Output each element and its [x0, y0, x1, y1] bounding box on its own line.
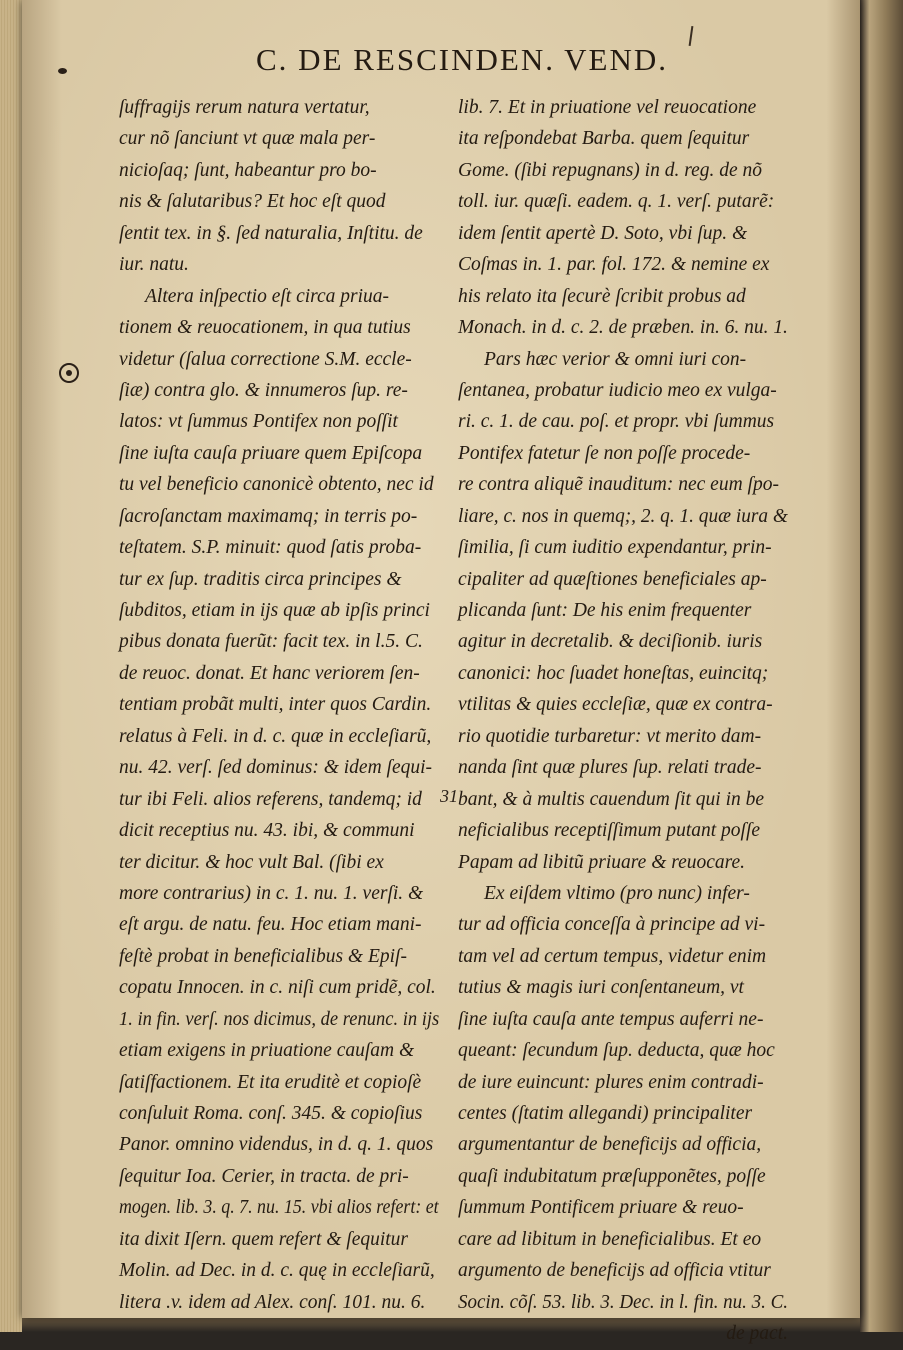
- text-line: idem ſentit apertè D. Soto, vbi ſup. &: [458, 222, 748, 244]
- text-line: latos: vt ſummus Pontifex non poſſit: [119, 411, 398, 433]
- text-line: conſuluit Roma. conſ. 345. & copioſius: [119, 1103, 423, 1124]
- text-line: ſummum Pontificem priuare & reuo-: [458, 1197, 744, 1219]
- text-line: ſequitur Ioa. Cerier, in tracta. de pri-: [119, 1165, 409, 1187]
- text-line: lib. 7. Et in priuatione vel reuocatione: [458, 97, 757, 118]
- text-line: copatu Innocen. in c. niſi cum pridẽ, col.: [119, 977, 436, 999]
- page-fore-edge: [0, 0, 22, 1332]
- text-line: de iure euincunt: plures enim contradi-: [458, 1071, 764, 1093]
- text-line: bant, & à multis cauendum ſit qui in be: [458, 788, 765, 810]
- text-line: de reuoc. donat. Et hanc veriorem ſen-: [119, 662, 420, 684]
- text-line: Ex eiſdem vltimo (pro nunc) infer-: [484, 882, 750, 904]
- text-line: neficialibus receptiſſimum putant poſſe: [458, 820, 761, 842]
- left-text-column: [119, 92, 439, 1318]
- text-line: ter dicitur. & hoc vult Bal. (ſibi ex: [119, 851, 384, 873]
- text-line: rio quotidie turbaretur: vt merito dam-: [458, 725, 762, 747]
- text-line: Papam ad libitũ priuare & reuocare.: [458, 851, 746, 873]
- text-line: videtur (ſalua correctione S.M. eccle-: [119, 348, 412, 370]
- text-line: ſiæ) contra glo. & innumeros ſup. re-: [119, 379, 408, 401]
- text-line: tur ad officia conceſſa à principe ad vi-: [458, 914, 766, 936]
- text-line: Monach. in d. c. 2. de præben. in. 6. nu. 1.: [458, 317, 788, 339]
- text-line: ſine iuſta cauſa ante tempus auferri ne-: [458, 1008, 764, 1030]
- text-line: nis & ſalutaribus? Et hoc eſt quod: [119, 191, 386, 213]
- text-line: tur ex ſup. traditis circa principes &: [119, 568, 402, 590]
- right-text-column: [458, 92, 788, 1350]
- text-line: Altera inſpectio eſt circa priua-: [145, 285, 390, 307]
- text-line: de pact.: [726, 1323, 788, 1345]
- text-line: ſacroſanctam maximamq; in terris po-: [119, 505, 418, 527]
- text-line: care ad libitum in beneficialibus. Et eo: [458, 1228, 762, 1250]
- text-line: feſtè probat in beneficialibus & Epiſ-: [119, 945, 407, 967]
- text-line: tam vel ad certum tempus, videtur enim: [458, 945, 767, 967]
- text-line: cur nõ ſanciunt vt quæ mala per-: [119, 128, 376, 150]
- text-line: tionem & reuocationem, in qua tutius: [119, 317, 411, 339]
- text-line: mogen. lib. 3. q. 7. nu. 15. vbi alios refert: et: [119, 1197, 439, 1219]
- binding-gutter: [860, 0, 903, 1332]
- text-line: litera .v. idem ad Alex. conſ. 101. nu. 6.: [119, 1291, 426, 1313]
- text-line: Socin. cõſ. 53. lib. 3. Dec. in l. fin. nu. 3. C.: [458, 1291, 789, 1313]
- text-line: ſuffragijs rerum natura vertatur,: [119, 97, 370, 118]
- text-line: ſentanea, probatur iudicio meo ex vulga-: [458, 379, 777, 401]
- text-line: centes (ſtatim allegandi) principaliter: [458, 1103, 753, 1124]
- text-line: etiam exigens in priuatione cauſam &: [119, 1040, 415, 1062]
- text-line: queant: ſecundum ſup. deducta, quæ hoc: [458, 1040, 775, 1062]
- text-line: his relato ita ſecurè ſcribit probus ad: [458, 285, 746, 307]
- text-line: iur. natu.: [119, 254, 189, 276]
- text-line: argumento de beneficijs ad officia vtitur: [458, 1260, 771, 1282]
- text-line: canonici: hoc ſuadet honeſtas, euincitq;: [458, 662, 769, 684]
- text-line: Coſmas in. 1. par. fol. 172. & nemine ex: [458, 254, 770, 276]
- text-line: re contra aliquẽ inauditum: nec eum ſpo-: [458, 474, 779, 496]
- text-line: Molin. ad Dec. in d. c. quę in eccleſiarũ,: [119, 1260, 435, 1282]
- text-line: tu vel beneficio canonicè obtento, nec id: [119, 474, 434, 496]
- text-line: tentiam probãt multi, inter quos Cardin.: [119, 694, 432, 716]
- text-line: liare, c. nos in quemq;, 2. q. 1. quæ iura &: [458, 505, 788, 527]
- text-line: Panor. omnino videndus, in d. q. 1. quos: [119, 1134, 434, 1156]
- text-line: toll. iur. quæſi. eadem. q. 1. verſ. putarẽ:: [458, 191, 775, 213]
- text-line: tutius & magis iuri conſentaneum, vt: [458, 977, 744, 999]
- text-line: quaſi indubitatum præſupponẽtes, poſſe: [458, 1165, 766, 1187]
- running-header: C. DE RESCINDEN. VEND.: [256, 42, 668, 77]
- text-line: nu. 42. verſ. ſed dominus: & idem ſequi-: [119, 757, 433, 779]
- text-line: more contrarius) in c. 1. nu. 1. verſi. &: [119, 882, 424, 904]
- marginal-number: 31: [440, 786, 458, 806]
- text-line: ri. c. 1. de cau. poſ. et propr. vbi ſummus: [458, 411, 775, 433]
- text-line: teſtatem. S.P. minuit: quod ſatis proba-: [119, 537, 422, 559]
- text-line: 1. in fin. verſ. nos dicimus, de renunc. in ijs: [119, 1008, 440, 1030]
- text-line: nicioſaq; ſunt, habeantur pro bo-: [119, 159, 377, 181]
- text-line: dicit receptius nu. 43. ibi, & communi: [119, 820, 415, 842]
- text-line: eſt argu. de natu. feu. Hoc etiam mani-: [119, 914, 422, 936]
- text-line: ſentit tex. in §. ſed naturalia, Inſtitu. de: [119, 222, 423, 244]
- text-line: cipaliter ad quæſtiones beneficiales ap-: [458, 568, 767, 590]
- text-line: tur ibi Feli. alios referens, tandemq; id: [119, 788, 422, 810]
- text-line: plicanda ſunt: De his enim frequenter: [458, 600, 752, 621]
- text-line: agitur in decretalib. & deciſionib. iuris: [458, 631, 763, 653]
- text-line: Pars hæc verior & omni iuri con-: [484, 348, 747, 370]
- marginal-circle-icon: [59, 363, 79, 383]
- text-line: ſatiſfactionem. Et ita eruditè et copioſè: [119, 1071, 422, 1093]
- text-line: nanda ſint quæ plures ſup. relati trade-: [458, 757, 762, 779]
- text-line: relatus à Feli. in d. c. quæ in eccleſiarũ,: [119, 725, 432, 747]
- text-line: ita dixit Iſern. quem refert & ſequitur: [119, 1228, 409, 1250]
- text-line: ſimilia, ſi cum iuditio expendantur, prin-: [458, 537, 772, 559]
- ink-mark-icon: [58, 68, 67, 74]
- text-line: ſine iuſta cauſa priuare quem Epiſcopa: [119, 442, 423, 464]
- text-line: ita reſpondebat Barba. quem ſequitur: [458, 128, 750, 150]
- text-line: Gome. (ſibi repugnans) in d. reg. de nõ: [458, 159, 763, 181]
- text-line: ſubditos, etiam in ijs quæ ab ipſis princi: [119, 600, 430, 621]
- text-line: pibus donata fuerũt: facit tex. in l.5. C.: [119, 631, 423, 653]
- text-line: argumentantur de beneficijs ad officia,: [458, 1134, 762, 1156]
- text-line: Pontifex fatetur ſe non poſſe procede-: [458, 442, 751, 464]
- text-line: vtilitas & quies eccleſiæ, quæ ex contra-: [458, 694, 773, 716]
